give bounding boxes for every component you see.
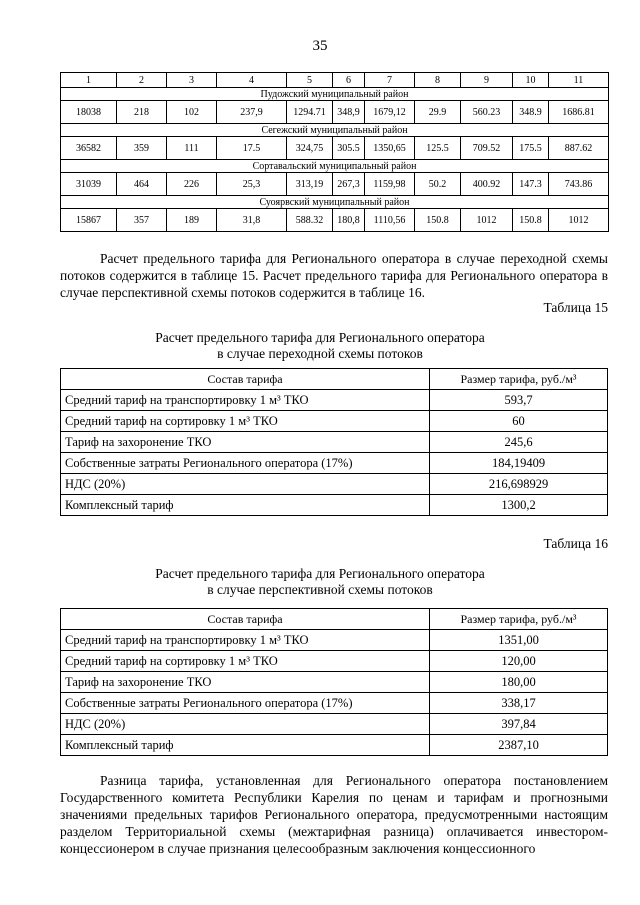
region-name: Сортавальский муниципальный район [61,160,609,173]
row-value: 1351,00 [430,630,608,651]
cell: 1350,65 [365,137,415,160]
cell: 111 [167,137,217,160]
row-label: НДС (20%) [61,474,430,495]
region-name: Суоярвский муниципальный район [61,196,609,209]
table-header-row [61,369,608,390]
table-row [61,390,608,411]
col-header: 4 [217,73,287,88]
row-value: 180,00 [430,672,608,693]
cell: 709.52 [461,137,513,160]
table-row [61,714,608,735]
table-row [61,101,609,124]
cell: 1012 [549,209,609,232]
row-value: 397,84 [430,714,608,735]
row-label: Средний тариф на транспортировку 1 м³ ТКО [61,390,430,411]
cell: 1159,98 [365,173,415,196]
row-label: Комплексный тариф [61,495,430,516]
col-header: 1 [61,73,117,88]
cell: 324,75 [287,137,333,160]
cell: 357 [117,209,167,232]
cell: 560.23 [461,101,513,124]
table16 [60,608,608,756]
cell: 17.5 [217,137,287,160]
col-header: 5 [287,73,333,88]
row-value: 2387,10 [430,735,608,756]
table16-title-line2: в случае перспективной схемы потоков [207,582,433,597]
col-header: 8 [415,73,461,88]
cell: 464 [117,173,167,196]
cell: 588.32 [287,209,333,232]
col-header: 10 [513,73,549,88]
table-row [61,630,608,651]
row-value: 184,19409 [430,453,608,474]
row-label: Средний тариф на сортировку 1 м³ ТКО [61,651,430,672]
cell: 348,9 [333,101,365,124]
table-row [61,432,608,453]
table-row [61,672,608,693]
table-row [61,474,608,495]
cell: 150.8 [415,209,461,232]
col-header: 7 [365,73,415,88]
table15-title-line2: в случае переходной схемы потоков [217,346,423,361]
table-header-row [61,73,609,88]
cell: 180,8 [333,209,365,232]
cell: 226 [167,173,217,196]
cell: 237,9 [217,101,287,124]
table15-label: Таблица 15 [543,300,608,315]
cell: 18038 [61,101,117,124]
cell: 31,8 [217,209,287,232]
paragraph-intro: Расчет предельного тарифа для Регионального оператора в случае переходной схемы потоков содержится в таблице 15. Расчет предельного тарифа для Регионального оператора в случае перспективной схемы потоков содержится в таблице 16. [60,251,608,300]
table-row [61,453,608,474]
row-value: 593,7 [430,390,608,411]
cell: 189 [167,209,217,232]
cell: 147.3 [513,173,549,196]
cell: 175.5 [513,137,549,160]
table16-label: Таблица 16 [543,536,608,551]
cell: 400.92 [461,173,513,196]
col-header: 3 [167,73,217,88]
cell: 15867 [61,209,117,232]
cell: 305.5 [333,137,365,160]
cell: 1679,12 [365,101,415,124]
table-row [61,651,608,672]
page-number: 35 [312,38,328,54]
col-header: 2 [117,73,167,88]
row-label: Средний тариф на транспортировку 1 м³ ТКО [61,630,430,651]
row-value: 1300,2 [430,495,608,516]
col-header: Размер тарифа, руб./м³ [430,369,608,390]
row-label: Собственные затраты Регионального оператора (17%) [61,693,430,714]
cell: 1294.71 [287,101,333,124]
row-label: Средний тариф на сортировку 1 м³ ТКО [61,411,430,432]
table-row [61,693,608,714]
cell: 29.9 [415,101,461,124]
cell: 50.2 [415,173,461,196]
table-row [61,495,608,516]
cell: 1686.81 [549,101,609,124]
col-header: Состав тарифа [61,609,430,630]
region-name: Сегежский муниципальный район [61,124,609,137]
cell: 31039 [61,173,117,196]
cell: 359 [117,137,167,160]
region-name: Пудожский муниципальный район [61,88,609,101]
cell: 743.86 [549,173,609,196]
cell: 267,3 [333,173,365,196]
row-value: 120,00 [430,651,608,672]
row-value: 216,698929 [430,474,608,495]
cell: 25,3 [217,173,287,196]
table16-title-line1: Расчет предельного тарифа для Регионального оператора [155,566,485,581]
cell: 887.62 [549,137,609,160]
cell: 1110,56 [365,209,415,232]
row-value: 338,17 [430,693,608,714]
table15-title-line1: Расчет предельного тарифа для Регионального оператора [155,330,485,345]
cell: 348.9 [513,101,549,124]
cell: 1012 [461,209,513,232]
row-label: Тариф на захоронение ТКО [61,432,430,453]
cell: 313,19 [287,173,333,196]
row-label: НДС (20%) [61,714,430,735]
row-value: 245,6 [430,432,608,453]
row-label: Комплексный тариф [61,735,430,756]
table15 [60,368,608,516]
table-row [61,137,609,160]
table-row [61,735,608,756]
row-label: Собственные затраты Регионального оператора (17%) [61,453,430,474]
table-row [61,411,608,432]
cell: 102 [167,101,217,124]
cell: 125.5 [415,137,461,160]
col-header: 11 [549,73,609,88]
col-header: Состав тарифа [61,369,430,390]
table-row [61,173,609,196]
row-label: Тариф на захоронение ТКО [61,672,430,693]
cell: 218 [117,101,167,124]
cell: 36582 [61,137,117,160]
col-header: 9 [461,73,513,88]
col-header: 6 [333,73,365,88]
table-header-row [61,609,608,630]
cell: 150.8 [513,209,549,232]
table-row [61,209,609,232]
row-value: 60 [430,411,608,432]
regions-table [60,72,609,232]
paragraph-conclusion: Разница тарифа, установленная для Регионального оператора постановлением Государственного комитета Республики Карелия по ценам и тарифам и прогнозными значениями предельных тарифов Регионального оператора, предусмотренными настоящим разделом Территориальной схемы (межтарифная разница) оплачивается инвестором-концессионером в случае признания целесообразным заключения концессионного [60,773,608,856]
col-header: Размер тарифа, руб./м³ [430,609,608,630]
